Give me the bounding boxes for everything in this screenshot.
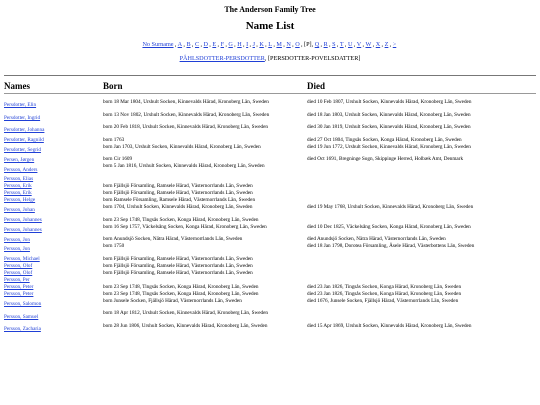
born-cell: born 1763 bbox=[103, 136, 125, 143]
died-cell bbox=[307, 163, 536, 176]
name-cell bbox=[4, 298, 103, 311]
site-title: The Anderson Family Tree bbox=[224, 5, 316, 14]
died-cell bbox=[307, 183, 536, 190]
table-row bbox=[4, 284, 536, 291]
person-link[interactable]: Persson, Johannes bbox=[4, 217, 42, 224]
person-link[interactable]: Persdotter, Segrid bbox=[4, 147, 41, 154]
name-cell bbox=[4, 183, 103, 190]
born-cell: born Fjällsjö Församling, Ramsele Härad, Västernorrlands Län, Sweden bbox=[103, 189, 253, 196]
alpha-link[interactable]: N bbox=[286, 41, 291, 48]
born-cell: born 18 Apr 1812, Urshult Socken, Kinnevalds Härad, Kronoberg Län, Sweden bbox=[103, 310, 269, 317]
table-row bbox=[4, 277, 536, 284]
table-row bbox=[4, 291, 536, 298]
name-cell bbox=[4, 217, 103, 224]
born-cell: born Fjällsjö Församling, Ramsele Härad, Västernorrlands Län, Sweden bbox=[103, 262, 253, 269]
name-cell bbox=[4, 277, 103, 284]
died-cell: died 30 Jan 1819, Urshult Socken, Kinnevalds Härad, Kronoberg Län, Sweden bbox=[307, 124, 471, 131]
name-cell bbox=[4, 270, 103, 277]
name-cell bbox=[4, 224, 103, 237]
born-cell: born Fjällsjö Församling, Ramsele Härad, Västernorrlands Län, Sweden bbox=[103, 182, 253, 189]
person-link[interactable]: Persson, Peter bbox=[4, 291, 34, 298]
person-link[interactable]: Persson, Erik bbox=[4, 183, 32, 190]
name-cell bbox=[4, 204, 103, 217]
person-link[interactable]: Persson, Salomon bbox=[4, 301, 42, 307]
born-cell bbox=[103, 277, 307, 284]
person-link[interactable]: Persdotter, Ragnild bbox=[4, 137, 44, 144]
table-row bbox=[4, 310, 536, 323]
table-row bbox=[4, 144, 536, 157]
born-cell: born Anundsjö Socken, Nätra Härad, Västernorrlands Län, Sweden bbox=[103, 236, 243, 243]
alpha-link[interactable]: B bbox=[186, 41, 191, 48]
name-cell bbox=[4, 163, 103, 176]
died-cell bbox=[307, 176, 536, 183]
name-cell bbox=[4, 112, 103, 125]
person-link[interactable]: Persson, Michael bbox=[4, 256, 40, 263]
alpha-link[interactable]: C bbox=[195, 41, 200, 48]
table-row bbox=[4, 217, 536, 224]
person-link[interactable]: Persson, Olof bbox=[4, 270, 33, 277]
column-header-died: Died bbox=[307, 81, 325, 91]
alpha-link[interactable]: G bbox=[228, 41, 233, 48]
alpha-link[interactable]: I bbox=[246, 41, 249, 48]
name-cell bbox=[4, 256, 103, 263]
table-row bbox=[4, 112, 536, 125]
name-cell bbox=[4, 263, 103, 270]
table-row bbox=[4, 204, 536, 217]
header-divider bbox=[4, 75, 536, 76]
table-row bbox=[4, 263, 536, 270]
born-cell: born 1704, Urshult Socken, Kinnevalds Härad, Kronoberg Län, Sweden bbox=[103, 203, 253, 210]
born-cell: born 20 Feb 1818, Urshult Socken, Kinnevalds Härad, Kronoberg Län, Sweden bbox=[103, 124, 269, 131]
died-cell: died 23 Jan 1826, Tingsås Socken, Konga Härad, Kronoberg Län, Sweden bbox=[307, 290, 462, 297]
alpha-link[interactable]: F bbox=[220, 41, 225, 48]
person-link[interactable]: Persdotter, Elin bbox=[4, 102, 37, 109]
died-cell: died Oct 1691, Bregninge Sogn, Skippinge Herred, Holbæk Amt, Denmark bbox=[307, 156, 464, 163]
range-link-pahlsdotter-persdotter[interactable]: PÅHLSDOTTER-PERSDOTTER bbox=[179, 55, 265, 62]
person-link[interactable]: Persson, Per bbox=[4, 277, 30, 284]
alpha-link[interactable]: S bbox=[332, 41, 336, 48]
person-link[interactable]: Persson, Jon bbox=[4, 246, 30, 253]
alpha-link[interactable]: T bbox=[339, 41, 344, 48]
alpha-link[interactable]: M bbox=[276, 41, 282, 48]
person-link[interactable]: Persson, Zacharia bbox=[4, 326, 41, 333]
current-range-label: , [PERSDOTTER-POVELSDATTER] bbox=[264, 55, 361, 62]
born-cell: born 23 Sep 1748, Tingsås Socken, Konga Härad, Kronoberg Län, Sweden bbox=[103, 283, 259, 290]
alpha-link[interactable]: R bbox=[323, 41, 328, 48]
table-row bbox=[4, 156, 536, 163]
name-cell bbox=[4, 291, 103, 298]
died-cell bbox=[307, 270, 536, 277]
died-cell bbox=[307, 263, 536, 270]
died-cell: died 23 Jan 1826, Tingsås Socken, Konga Härad, Kronoberg Län, Sweden bbox=[307, 283, 462, 290]
born-cell: born Junsele Socken, Fjällsjö Härad, Västernorrlands Län, Sweden bbox=[103, 297, 242, 304]
born-cell: born Fjällsjö Församling, Ramsele Härad, Västernorrlands Län, Sweden bbox=[103, 255, 253, 262]
table-row bbox=[4, 190, 536, 197]
alpha-link[interactable]: No Surname bbox=[142, 41, 174, 48]
person-link[interactable]: Persson, Johan bbox=[4, 207, 35, 214]
died-cell bbox=[307, 190, 536, 197]
table-row bbox=[4, 99, 536, 112]
name-cell bbox=[4, 284, 103, 291]
name-cell bbox=[4, 310, 103, 323]
died-cell bbox=[307, 277, 536, 284]
born-cell: born 5 Jan 1816, Urshult Socken, Kinnevalds Härad, Kronoberg Län, Sweden bbox=[103, 163, 265, 170]
name-cell bbox=[4, 176, 103, 183]
alpha-link[interactable]: H bbox=[237, 41, 242, 48]
table-row bbox=[4, 137, 536, 144]
person-link[interactable]: Persson, Samuel bbox=[4, 313, 39, 320]
name-cell bbox=[4, 190, 103, 197]
current-letter: [P] bbox=[304, 41, 312, 48]
born-cell: born 1750 bbox=[103, 243, 125, 250]
alpha-link[interactable]: U bbox=[348, 41, 353, 48]
person-link[interactable]: Persson, Anders bbox=[4, 166, 38, 173]
table-row bbox=[4, 323, 536, 336]
page-title: Name List bbox=[245, 20, 295, 32]
alpha-link[interactable]: Q bbox=[314, 41, 320, 48]
alpha-link[interactable]: Z bbox=[384, 41, 389, 48]
column-header-born: Born bbox=[103, 81, 123, 91]
died-cell: died 18 Jan 1803, Urshult Socken, Kinnevalds Härad, Kronoberg Län, Sweden bbox=[307, 111, 471, 118]
alpha-link[interactable]: > bbox=[392, 41, 397, 48]
person-link[interactable]: Persson, Elias bbox=[4, 176, 34, 183]
died-cell: died 15 Apr 1869, Urshult Socken, Kinnevalds Härad, Kronoberg Län, Sweden bbox=[307, 322, 472, 329]
person-link[interactable]: Persson, Peter bbox=[4, 284, 34, 291]
born-cell: born 16 Sep 1757, Väckelsång Socken, Konga Härad, Kronoberg Län, Sweden bbox=[103, 223, 267, 230]
died-cell: died 10 Feb 1807, Urshult Socken, Kinnevalds Härad, Kronoberg Län, Sweden bbox=[307, 99, 472, 105]
column-header-names: Names bbox=[4, 81, 30, 91]
died-cell bbox=[307, 217, 536, 224]
died-cell bbox=[307, 256, 536, 263]
born-cell: born 13 Nov 1802, Urshult Socken, Kinnevalds Härad, Kronoberg Län, Sweden bbox=[103, 111, 270, 118]
person-link[interactable]: Persson, Erik bbox=[4, 190, 32, 197]
alpha-link[interactable]: X bbox=[375, 41, 381, 48]
name-cell bbox=[4, 243, 103, 256]
table-row bbox=[4, 243, 536, 256]
surname-range-nav bbox=[0, 55, 540, 62]
died-cell: died 19 Jun 1772, Urshult Socken, Kinnevalds Härad, Kronoberg Län, Sweden bbox=[307, 143, 471, 150]
alpha-link[interactable]: J bbox=[252, 41, 255, 48]
died-cell: died 27 Oct 1804, Tingsås Socken, Konga Härad, Kronoberg Län, Sweden bbox=[307, 136, 462, 143]
table-row bbox=[4, 270, 536, 277]
person-link[interactable]: Persdotter, Johanna bbox=[4, 127, 45, 134]
born-cell: born Jan 1703, Urshult Socken, Kinnevalds Härad, Kronoberg Län, Sweden bbox=[103, 143, 261, 150]
name-cell bbox=[4, 323, 103, 336]
table-divider bbox=[4, 93, 536, 94]
table-row bbox=[4, 163, 536, 176]
alpha-link[interactable]: L bbox=[268, 41, 273, 48]
died-cell bbox=[307, 310, 536, 323]
alpha-link[interactable]: O bbox=[295, 41, 300, 48]
died-cell: died 18 Jan 1798, Dorotea Församling, Åsele Härad, Västerbottens Län, Sweden bbox=[307, 243, 475, 250]
name-cell bbox=[4, 197, 103, 204]
alpha-link[interactable]: W bbox=[365, 41, 372, 48]
born-cell: born Cir 1609 bbox=[103, 156, 133, 163]
born-cell: born Fjällsjö Församling, Ramsele Härad, Västernorrlands Län, Sweden bbox=[103, 269, 253, 276]
person-link[interactable]: Persen, Jørgen bbox=[4, 156, 35, 163]
born-cell: born 23 Sep 1748, Tingsås Socken, Konga Härad, Kronoberg Län, Sweden bbox=[103, 290, 259, 297]
died-cell: died Anundsjö Socken, Nätra Härad, Västernorrlands Län, Sweden bbox=[307, 236, 446, 243]
person-link[interactable]: Persson, Helge bbox=[4, 197, 36, 204]
person-link[interactable]: Persson, Jon bbox=[4, 236, 30, 243]
name-cell bbox=[4, 144, 103, 157]
alpha-link[interactable]: E bbox=[212, 41, 217, 48]
born-cell: born Ramsele Församling, Ramsele Härad, Västernorrlands Län, Sweden bbox=[103, 196, 256, 203]
table-row bbox=[4, 298, 536, 311]
table-row bbox=[4, 183, 536, 190]
table-row bbox=[4, 256, 536, 263]
table-row bbox=[4, 124, 536, 137]
person-link[interactable]: Persson, Olof bbox=[4, 263, 33, 270]
person-link[interactable]: Persson, Johannes bbox=[4, 226, 42, 233]
name-list-table bbox=[4, 99, 536, 336]
alpha-link[interactable]: V bbox=[356, 41, 362, 48]
born-cell bbox=[103, 176, 307, 183]
table-row bbox=[4, 176, 536, 183]
alpha-link[interactable]: K bbox=[259, 41, 264, 48]
name-cell bbox=[4, 156, 103, 163]
alpha-link[interactable]: D bbox=[203, 41, 208, 48]
born-cell: born 28 Jun 1806, Urshult Socken, Kinnevalds Härad, Kronoberg Län, Sweden bbox=[103, 322, 268, 329]
table-row bbox=[4, 224, 536, 237]
alpha-link[interactable]: A bbox=[177, 41, 183, 48]
name-cell bbox=[4, 236, 103, 243]
alphabet-nav: No Surname, A, B, C, D, E, F, G, H, I, J, K, L, M, N, O, [P], Q, R, S, T, U, V, W, X, Z, > bbox=[142, 41, 397, 48]
table-row bbox=[4, 197, 536, 204]
person-link[interactable]: Persdotter, Ingrid bbox=[4, 114, 41, 121]
died-cell: died 1676, Junsele Socken, Fjällsjö Härad, Västernorrlands Län, Sweden bbox=[307, 297, 459, 304]
name-cell bbox=[4, 124, 103, 137]
died-cell: died 19 May 1768, Urshult Socken, Kinnevalds Härad, Kronoberg Län, Sweden bbox=[307, 203, 474, 210]
name-cell bbox=[4, 99, 103, 112]
died-cell bbox=[307, 197, 536, 204]
name-cell bbox=[4, 137, 103, 144]
died-cell: died 10 Dec 1825, Väckelsång Socken, Konga Härad, Kronoberg Län, Sweden bbox=[307, 223, 471, 230]
born-cell: born 18 Mar 1804, Urshult Socken, Kinnevalds Härad, Kronoberg Län, Sweden bbox=[103, 99, 269, 105]
born-cell: born 23 Sep 1748, Tingsås Socken, Konga Härad, Kronoberg Län, Sweden bbox=[103, 216, 259, 223]
